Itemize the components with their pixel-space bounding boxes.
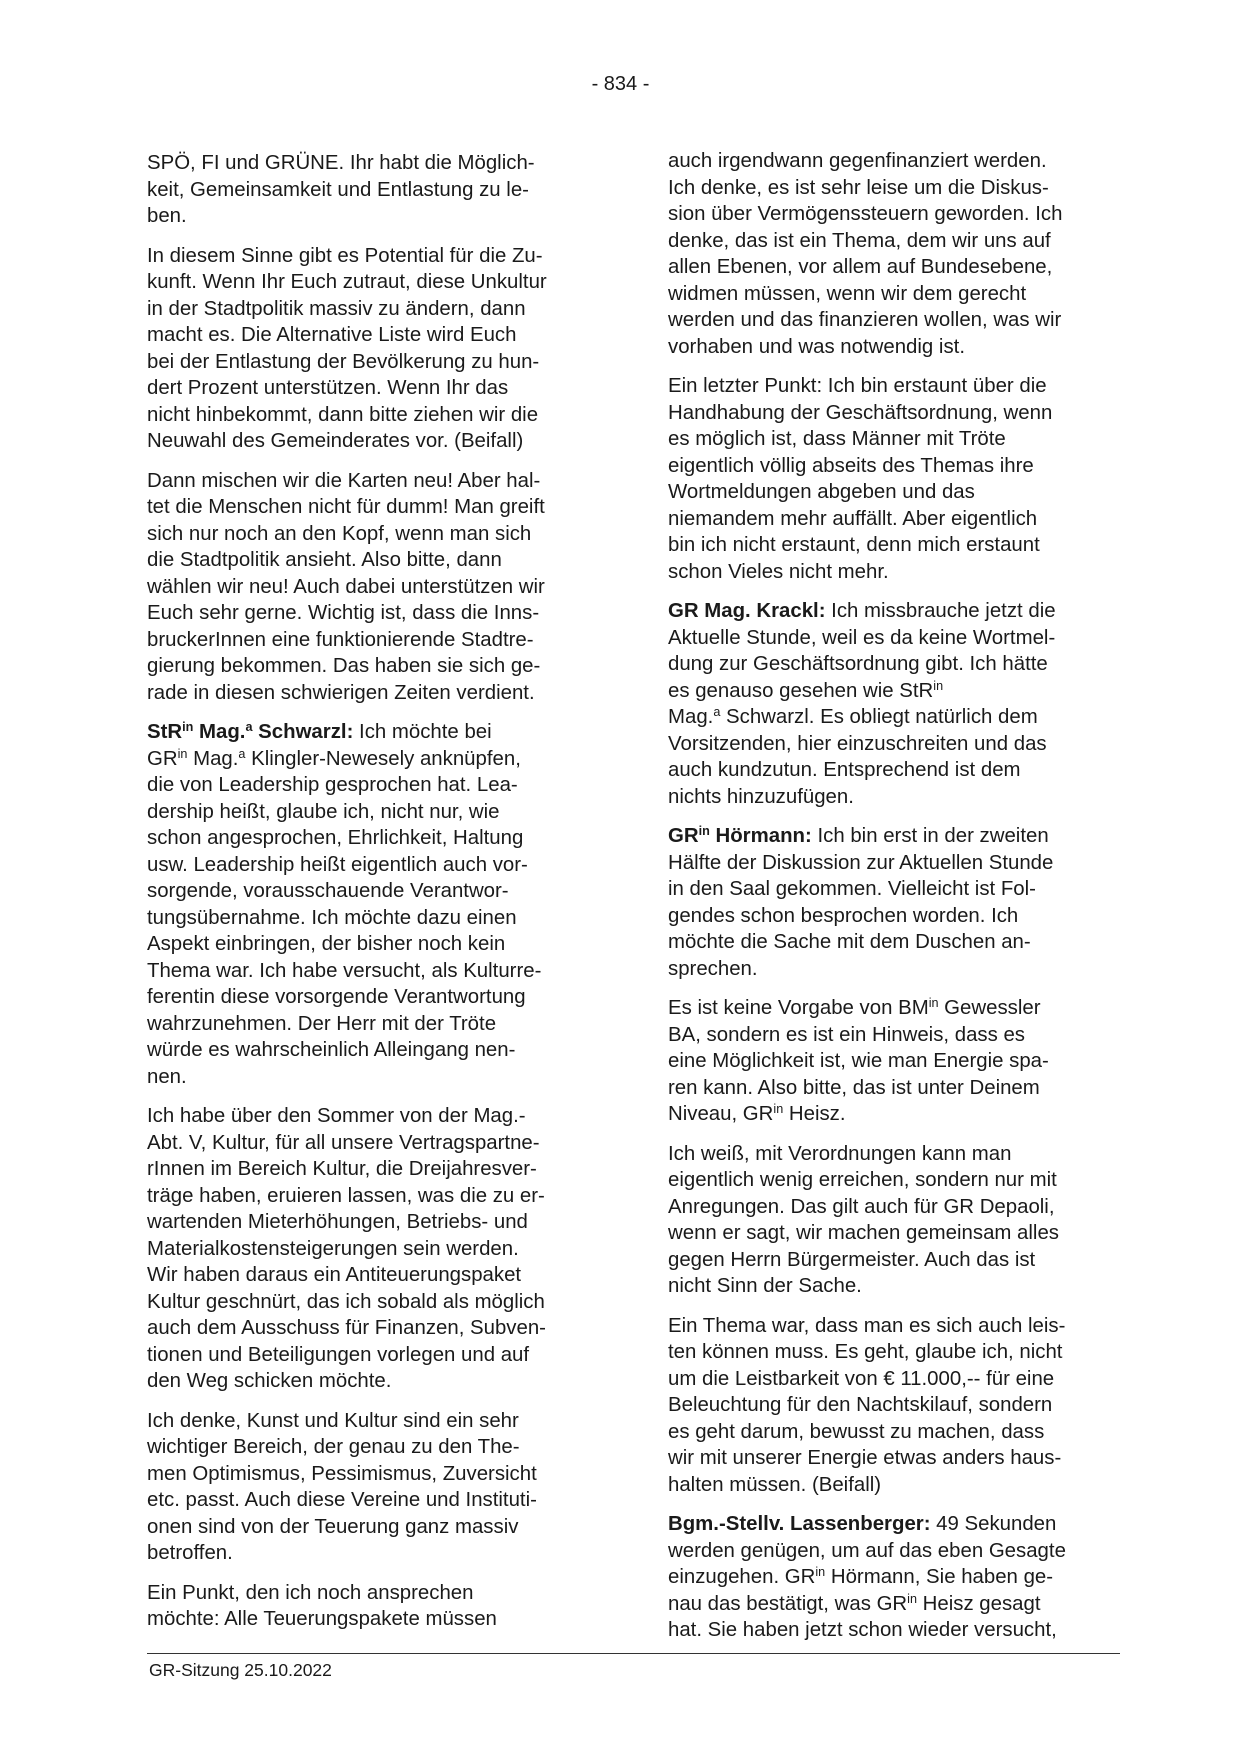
paragraph: Ich denke, Kunst und Kultur sind ein sehr wichtiger Bereich, der genau zu den The- men Optimismus, Pessimismus, Zuversicht etc. passt. Auch diese Vereine und Instituti- onen sind von der Teuerung ganz massiv betroffen.: [147, 1409, 537, 1564]
footer-session-date: GR-Sitzung 25.10.2022: [149, 1660, 332, 1680]
speaker-name: StR$^{in}$ Mag.$^a$ Schwarzl:: [147, 720, 354, 743]
paragraph: Es ist keine Vorgabe von $BM^{in}$ Gewessler BA, sondern es ist ein Hinweis, dass es eine Möglichkeit ist, wie man Energie spa- ren kann. Also bitte, das ist unter Deinem Niveau, $GR^{in}$ Heisz.: [668, 996, 1049, 1125]
paragraph: Ich habe über den Sommer von der Mag.- Abt. V, Kultur, für all unsere Vertragspartne- rInnen im Bereich Kultur, die Dreijahresver- träge haben, eruieren lassen, was die zu er- wartenden Mieterhöhungen, Betriebs- und Materialkostensteigerungen sein werden. Wir haben daraus ein Antiteuerungspaket Kultur geschnürt, das ich sobald als möglich auch dem Ausschuss für Finanzen, Subven- tionen und Beteiligungen vorlegen und auf den Weg schicken möchte.: [147, 1105, 546, 1392]
footer-divider: [147, 1653, 1120, 1654]
speech-lassenberger: Bgm.-Stellv. Lassenberger: 49 Sekunden werden genügen, um auf das eben Gesagte einzugehen. $GR^{in}$ Hörmann, Sie haben ge- nau das bestätigt, was $GR^{in}$ Heisz gesagt hat. Sie haben jetzt schon wieder versucht,: [668, 1513, 1066, 1641]
speaker-name: GR Mag. Krackl:: [668, 600, 826, 622]
speech-schwarzl: StR$^{in}$ Mag.$^a$ Schwarzl: Ich möchte bei $GR^{in}$ Mag.$^a$ Klingler-Newesely anknüpfen, die von Leadership gesprochen hat. Lea- dership heißt, glaube ich, nicht nur, wie schon angesprochen, Ehrlichkeit, Haltung usw. Leadership heißt eigentlich auch vor- sorgende, vorausschauende Verantwor- tungsübernahme. Ich möchte dazu einen Aspekt einbringen, der bisher noch kein Thema war. Ich habe versucht, als Kulturre- ferentin diese vorsorgende Verantwortung wahrzunehmen. Der Herr mit der Tröte würde es wahrscheinlich Alleingang nen- nen.: [147, 720, 542, 1088]
paragraph: SPÖ, FI und GRÜNE. Ihr habt die Möglich- keit, Gemeinsamkeit und Entlastung zu le- ben.: [147, 152, 535, 227]
speech-hoermann: $GR^{in}$ Hörmann: Ich bin erst in der zweiten Hälfte der Diskussion zur Aktuellen Stunde in den Saal gekommen. Vielleicht ist Fol- gendes schon besprochen worden. Ich möchte die Sache mit dem Duschen an- sprechen.: [668, 824, 1054, 980]
paragraph: In diesem Sinne gibt es Potential für die Zu- kunft. Wenn Ihr Euch zutraut, diese Unkultur in der Stadtpolitik massiv zu ändern, dann macht es. Die Alternative Liste wird Euch bei der Entlastung der Bevölkerung zu hun- dert Prozent unterstützen. Wenn Ihr das nicht hinbekommt, dann bitte ziehen wir die Neuwahl des Gemeinderates vor. (Beifall): [147, 244, 547, 452]
paragraph: Ein Punkt, den ich noch ansprechen möchte: Alle Teuerungspakete müssen: [147, 1581, 497, 1630]
speaker-name: $GR^{in}$ Hörmann:: [668, 824, 812, 847]
page-number: - 834 -: [591, 73, 650, 95]
speech-krackl: GR Mag. Krackl: Ich missbrauche jetzt die Aktuelle Stunde, weil es da keine Wortmel- dung zur Geschäftsordnung gibt. Ich hätte es genauso gesehen wie StR$^{in}$ Mag.$^a$ Schwarzl. Es obliegt natürlich dem Vorsitzenden, hier einzuschreiten und das auch kundzutun. Entsprechend ist dem nichts hinzuzufügen.: [668, 600, 1056, 808]
paragraph: Ein letzter Punkt: Ich bin erstaunt über die Handhabung der Geschäftsordnung, wenn es möglich ist, dass Männer mit Tröte eigentlich völlig abseits des Themas ihre Wortmeldungen abgeben und das niemandem mehr auffällt. Aber eigentlich bin ich nicht erstaunt, denn mich erstaunt schon Vieles nicht mehr.: [668, 375, 1053, 583]
paragraph: Dann mischen wir die Karten neu! Aber hal- tet die Menschen nicht für dumm! Man greift sich nur noch an den Kopf, wenn man sich die Stadtpolitik ansieht. Also bitte, dann wählen wir neu! Auch dabei unterstützen wir Euch sehr gerne. Wichtig ist, dass die Inns- bruckerInnen eine funktionierende Stadtre- gierung bekommen. Das haben sie sich ge- rade in diesen schwierigen Zeiten verdient.: [147, 469, 545, 704]
paragraph: Ich weiß, mit Verordnungen kann man eigentlich wenig erreichen, sondern nur mit Anregungen. Das gilt auch für GR Depaoli, wenn er sagt, wir machen gemeinsam alles gegen Herrn Bürgermeister. Auch das ist nicht Sinn der Sache.: [668, 1142, 1059, 1297]
right-column: [668, 148, 1120, 1657]
left-column: [147, 150, 599, 1646]
speaker-name: Bgm.-Stellv. Lassenberger:: [668, 1513, 931, 1535]
paragraph: auch irgendwann gegenfinanziert werden. Ich denke, es ist sehr leise um die Diskus- sion über Vermögenssteuern geworden. Ich denke, das ist ein Thema, dem wir uns auf allen Ebenen, vor allem auf Bundesebene, widmen müssen, wenn wir dem gerecht werden und das finanzieren wollen, was wir vorhaben und was notwendig ist.: [668, 150, 1063, 358]
paragraph: Ein Thema war, dass man es sich auch leis- ten können muss. Es geht, glaube ich, nicht um die Leistbarkeit von € 11.000,-- für eine Beleuchtung für den Nachtskilauf, sondern es geht darum, bewusst zu machen, dass wir mit unserer Energie etwas anders haus- halten müssen. (Beifall): [668, 1314, 1066, 1496]
